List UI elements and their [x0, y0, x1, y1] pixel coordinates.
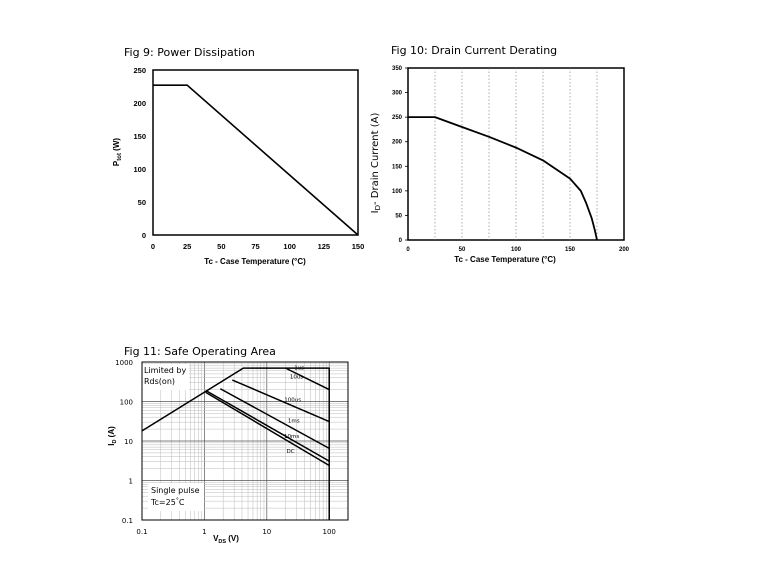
fig9-xtick-label: 150 — [351, 242, 365, 251]
fig11-ytick-label: 1000 — [115, 359, 133, 367]
fig11-xlabel-sub: DS — [218, 539, 227, 545]
fig10-ylabel — [370, 113, 382, 214]
fig9-xtick-label: 25 — [182, 242, 192, 251]
fig10-ylabel-rest: - Drain Current (A) — [370, 112, 381, 206]
fig11-series-100us — [232, 380, 329, 422]
fig9-xtick-label: 75 — [251, 242, 260, 251]
fig9-ytick-label: 100 — [133, 165, 146, 174]
fig9-series-line — [153, 85, 358, 235]
fig11-chart — [107, 359, 348, 545]
fig11-rds-note-line2: Rds(on) — [144, 377, 176, 386]
fig10-ytick-label: 150 — [391, 164, 402, 171]
fig11-curve-label: 1us — [294, 365, 305, 372]
fig9-plot-frame — [153, 70, 358, 235]
fig11-xtick-label: 0.1 — [136, 528, 148, 536]
fig11-xlabel-main: V — [213, 534, 219, 543]
fig9-ytick-label: 50 — [137, 198, 146, 207]
fig10-ytick-label: 100 — [391, 188, 402, 195]
fig11-pulse-unit: C — [178, 498, 185, 507]
fig11-pulse-tc: Tc=25 — [151, 498, 176, 507]
fig11-pulse-note-line1: Single pulse — [151, 486, 200, 495]
fig11-pulse-note-line2 — [150, 497, 185, 507]
fig10-ytick-label: 0 — [398, 238, 402, 244]
fig10-ylabel-sub: D — [374, 205, 382, 211]
fig10-xtick-label: 200 — [618, 247, 630, 253]
fig11-ylabel-unit: (A) — [107, 426, 116, 440]
fig11-xtick-label: 10 — [262, 528, 272, 536]
fig9-ylabel-sub: tot — [117, 153, 123, 161]
fig11-curve-label: 1ms — [287, 418, 300, 425]
fig11-xlabel — [213, 534, 239, 545]
fig11-ytick-label: 10 — [124, 438, 133, 446]
fig10-ytick-label: 350 — [391, 66, 402, 72]
fig9-ytick-label: 200 — [133, 99, 146, 108]
fig11-ylabel-sub: D — [112, 439, 118, 444]
fig10-xlabel: Tc - Case Temperature (°C) — [454, 255, 556, 264]
fig9-xlabel: Tc - Case Temperature (°C) — [204, 257, 306, 266]
fig9-ylabel-main: P — [112, 160, 121, 167]
fig11-rds-note-line1: Limited by — [144, 366, 187, 375]
fig11-curve-label: 10us — [289, 374, 304, 381]
fig9-chart — [112, 66, 364, 266]
fig11-ylabel — [107, 426, 118, 446]
fig10-chart — [370, 66, 630, 264]
fig11-curve-label: 10ms — [284, 433, 300, 440]
fig9-ytick-label: 0 — [141, 231, 146, 240]
fig9-xtick-label: 100 — [283, 242, 296, 251]
fig11-pulse-degree: ° — [175, 497, 179, 504]
fig10-grid — [435, 68, 597, 240]
fig9-series — [153, 85, 358, 235]
fig9-ytick-label: 250 — [133, 66, 146, 75]
fig10-ytick-label: 250 — [391, 115, 402, 122]
fig11-xtick-label: 1 — [202, 528, 207, 536]
fig11-curve-label: DC — [286, 448, 295, 455]
fig10-ylabel-main: I — [370, 210, 381, 214]
fig11-xlabel-unit: (V) — [226, 534, 239, 543]
fig9-xtick-label: 125 — [317, 242, 331, 251]
fig9-ylabel-unit: (W) — [112, 137, 121, 154]
fig9-xtick-label: 0 — [150, 242, 156, 251]
fig10-series — [408, 117, 597, 240]
fig11-ylabel-main: I — [107, 443, 116, 446]
fig9-ticks — [133, 66, 364, 251]
fig11-curve-label: 100us — [284, 397, 302, 404]
fig10-title: Fig 10: Drain Current Derating — [391, 44, 558, 57]
fig9-title: Fig 9: Power Dissipation — [124, 46, 255, 59]
fig11-title: Fig 11: Safe Operating Area — [124, 345, 276, 358]
fig11-series-10ms — [206, 390, 329, 461]
fig10-ytick-label: 50 — [395, 213, 402, 220]
fig9-ylabel — [112, 138, 123, 166]
fig10-xtick-label: 150 — [564, 247, 576, 253]
fig9-xtick-label: 50 — [217, 242, 226, 251]
fig10-ytick-label: 200 — [391, 139, 402, 146]
fig10-series-line — [408, 117, 597, 240]
fig10-ytick-label: 300 — [391, 90, 402, 97]
fig10-xtick-label: 50 — [458, 247, 466, 253]
fig10-xtick-label: 0 — [406, 247, 410, 253]
fig11-xtick-label: 100 — [322, 528, 336, 536]
fig11-ytick-label: 100 — [119, 398, 133, 407]
fig11-ytick-label: 1 — [128, 477, 133, 486]
fig10-xtick-label: 100 — [510, 247, 522, 253]
fig11-ytick-label: 0.1 — [121, 517, 133, 525]
fig9-ytick-label: 150 — [133, 132, 146, 141]
